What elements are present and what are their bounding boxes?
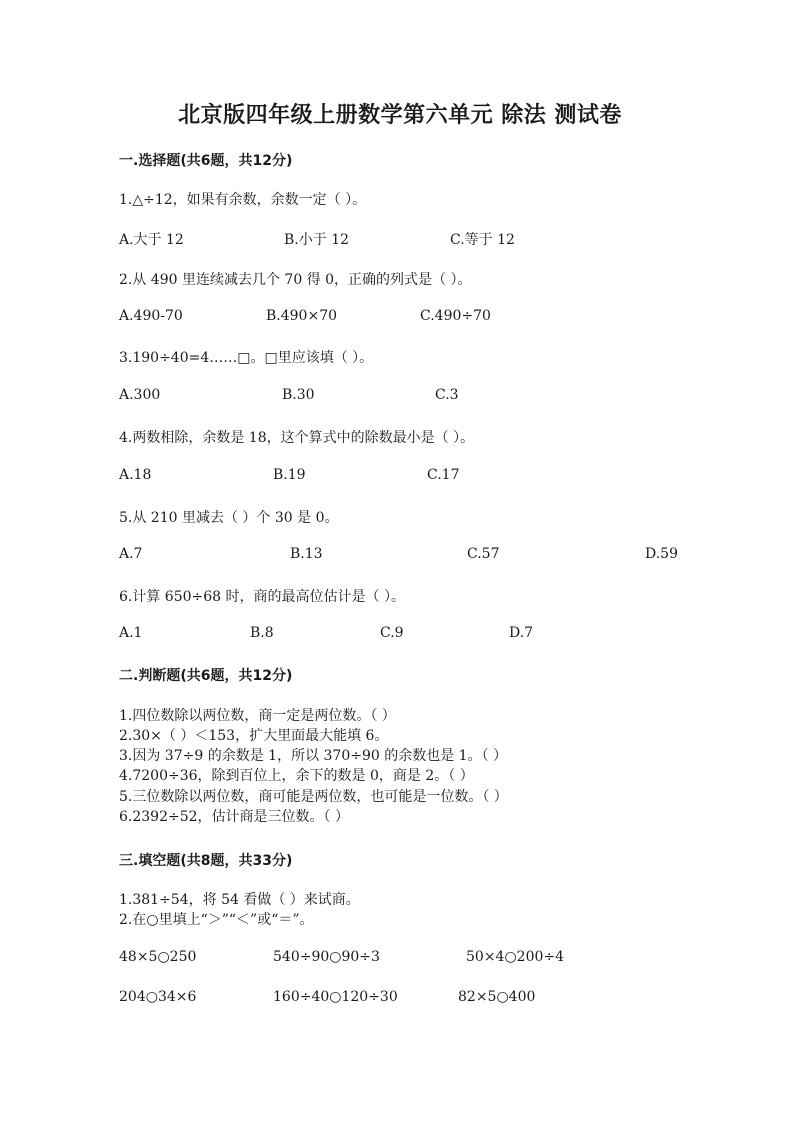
question-2: 2.从 490 里连续减去几个 70 得 0，正确的列式是（ ）。	[119, 272, 472, 288]
judge-item-3: 3.因为 37÷9 的余数是 1，所以 370÷90 的余数也是 1。（ ）	[119, 748, 508, 764]
judge-item-1: 1.四位数除以两位数，商一定是两位数。（ ）	[119, 708, 396, 724]
option-3a: A.300	[119, 387, 161, 403]
fill-item-1: 1.381÷54，将 54 看做（ ）来试商。	[119, 892, 360, 908]
option-1a: A.大于 12	[119, 232, 184, 248]
compare-expression: 82×5○400	[458, 989, 536, 1005]
option-5d: D.59	[645, 546, 678, 562]
option-1b: B.小于 12	[284, 232, 350, 248]
option-2b: B.490×70	[266, 308, 338, 324]
judge-item-2: 2.30×（ ）＜153，扩大里面最大能填 6。	[119, 728, 389, 744]
option-6d: D.7	[509, 625, 534, 641]
question-1: 1.△÷12，如果有余数，余数一定（ ）。	[119, 192, 367, 208]
option-6c: C.9	[380, 625, 404, 641]
option-6a: A.1	[119, 625, 143, 641]
section-heading-choice: 一.选择题(共6题，共12分)	[119, 153, 293, 169]
compare-expression: 50×4○200÷4	[466, 949, 565, 965]
compare-expression: 160÷40○120÷30	[273, 989, 398, 1005]
option-3c: C.3	[435, 387, 459, 403]
compare-expression: 540÷90○90÷3	[273, 949, 380, 965]
option-4b: B.19	[273, 467, 306, 483]
question-3: 3.190÷40=4……□。□里应该填（ ）。	[119, 350, 374, 366]
question-6: 6.计算 650÷68 时，商的最高位估计是（ ）。	[119, 589, 405, 605]
option-5c: C.57	[467, 546, 500, 562]
judge-item-4: 4.7200÷36，除到百位上，余下的数是 0，商是 2。（ ）	[119, 768, 474, 784]
option-5b: B.13	[290, 546, 323, 562]
option-4c: C.17	[427, 467, 460, 483]
option-2c: C.490÷70	[420, 308, 491, 324]
option-5a: A.7	[119, 546, 143, 562]
option-1c: C.等于 12	[450, 232, 515, 248]
compare-expression: 48×5○250	[119, 949, 197, 965]
option-2a: A.490-70	[119, 308, 183, 324]
compare-expression: 204○34×6	[119, 989, 197, 1005]
question-4: 4.两数相除，余数是 18，这个算式中的除数最小是（ ）。	[119, 430, 475, 446]
option-6b: B.8	[250, 625, 274, 641]
fill-item-2: 2.在○里填上“＞”“＜”或“＝”。	[119, 912, 314, 928]
judge-item-5: 5.三位数除以两位数，商可能是两位数，也可能是一位数。（ ）	[119, 789, 508, 805]
option-3b: B.30	[282, 387, 315, 403]
section-heading-fill: 三.填空题(共8题，共33分)	[119, 853, 293, 869]
section-heading-judge: 二.判断题(共6题，共12分)	[119, 668, 293, 684]
option-4a: A.18	[119, 467, 152, 483]
page-title: 北京版四年级上册数学第六单元 除法 测试卷	[178, 103, 622, 128]
question-5: 5.从 210 里减去（ ）个 30 是 0。	[119, 510, 339, 526]
judge-item-6: 6.2392÷52，估计商是三位数。（ ）	[119, 809, 349, 825]
